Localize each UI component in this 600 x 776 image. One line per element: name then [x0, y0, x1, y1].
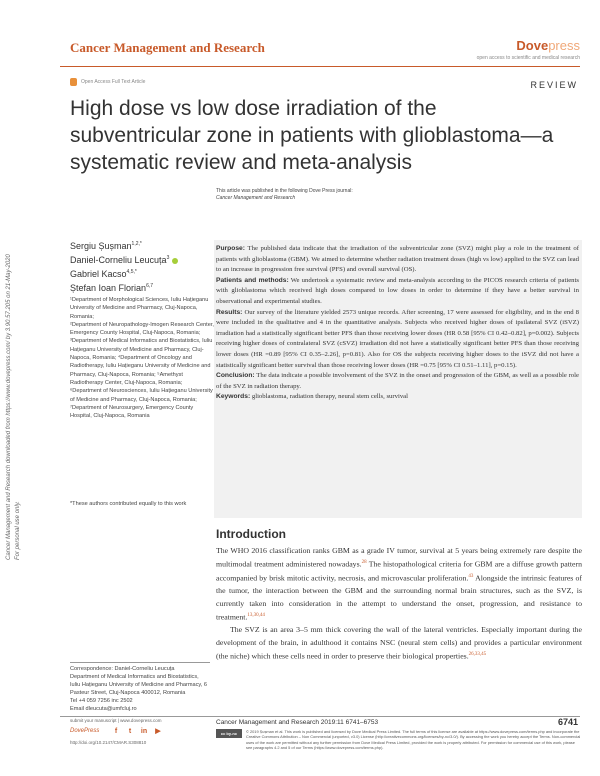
correspondence-email[interactable]: Email dleucuta@umfcluj.ro	[70, 706, 137, 712]
reference-link[interactable]: 13,30,44	[247, 613, 265, 619]
reference-link[interactable]: 28	[361, 560, 367, 566]
article-type: REVIEW	[530, 80, 578, 90]
article-title: High dose vs low dose irradiation of the subventricular zone in patients with glioblastoma—a systematic review and meta-analysis	[70, 97, 554, 174]
youtube-icon[interactable]: ▶	[155, 728, 161, 735]
affiliation: ¹Department of Morphological Sciences, Iuliu Hațieganu University of Medicine and Pharmacy, Cluj-Napoca, Romania;	[70, 297, 209, 320]
contribution-note: *These authors contributed equally to this work	[70, 501, 187, 507]
abstract	[216, 244, 579, 403]
publisher-tagline: open access to scientific and medical research	[476, 55, 580, 61]
open-access-badge	[70, 78, 145, 86]
author: Gabriel Kacso$^{4,5,*}$	[70, 269, 137, 279]
license-text: © 2019 Șușman et al. This work is published and licensed by Dove Medical Press Limited. The full terms of this license are available at https://www.dovepress.com/terms.php and incorporate the Creative Commons Attribution – Non Commercial (unported, v3.0) License (http://creativecommons.org/licenses/by-nc/3.0/). By accessing the work you hereby accept the Terms. Non-commercial uses of the work are permitted without any further permission from Dove Medical Press Limited, provided the work is properly attributed. For permission for commercial use of this work, please see paragraphs 4.2 and 5 of our Terms (https://www.dovepress.com/terms.php).	[246, 729, 581, 751]
correspondence-label: Correspondence: Daniel-Corneliu Leucuța	[70, 666, 175, 672]
side-note-line1: Cancer Management and Research downloaded from https://www.dovepress.com/ by 3.90.57.205 on 21-May-2020	[6, 254, 12, 560]
reference-link[interactable]: 43	[468, 574, 474, 580]
journal-name[interactable]: Cancer Management and Research	[70, 40, 265, 55]
correspondence	[70, 662, 210, 713]
footer-rule	[60, 716, 580, 717]
header-rule	[60, 66, 580, 67]
reference-link[interactable]: 26,33,45	[468, 652, 487, 658]
publication-note-journal: Cancer Management and Research	[216, 195, 296, 201]
author: Sergiu Șușman$^{1,2,*}$	[70, 241, 142, 251]
correspondence-phone: Tel +4 059 7256 inc 2502	[70, 698, 133, 704]
facebook-icon[interactable]: f	[114, 728, 118, 735]
author: Ștefan Ioan Florian$^{6,7}$	[70, 283, 154, 293]
doi-link[interactable]: http://doi.org/10.2147/CMAR.S308810	[70, 740, 147, 745]
abstract-methods: Patients and methods: We undertook a systematic review and meta-analysis according to the PICOS research criteria of patients with glioblastoma which received high doses compared to low doses in order to determine if they have a better survival in observational and experimental studies.	[216, 276, 579, 305]
paragraph: The SVZ is an area 3–5 mm thick covering the wall of the lateral ventricles. Especially important during the development of the brain, in adulthood it contains NSC (neural stem cells) and provides a particular environment (the niche) which these cells need in order to preserve their biological properties.$^{26,33,45}$	[216, 625, 582, 661]
side-note-line2: For personal use only.	[15, 501, 21, 560]
abstract-conclusion: Conclusion: The data indicate a possible involvement of the SVZ in the onset and progression of the GBM, as well as a possible role of the SVZ in radiation therapy.	[216, 372, 579, 390]
twitter-icon[interactable]: t	[128, 728, 132, 735]
linkedin-icon[interactable]: in	[140, 728, 148, 735]
orcid-icon[interactable]	[172, 258, 178, 264]
publication-note	[216, 188, 353, 202]
section-heading-introduction: Introduction	[216, 527, 286, 541]
abstract-results: Results: Our survey of the literature yielded 2573 unique records. After screening, 17 were assessed for eligibility, and in the end 8 were included in the qualitative and 4 in the quantitative analysis. Subjects who received higher doses of ipsilateral SVZ (iSVZ) irradiation had a statistically significant better PFS than those receiving lower doses (HR 0.58 [95% CI 0.42–0.82], p=0.002). Subjects receiving higher doses of contralateral SVZ (cSVZ) irradiation did not have a statistically significant better PFS than those receiving lower doses (HR =0.89 [95% CI 0.35–2.26], p=0.81). Also for OS the subjects receiving higher doses to the iSVZ did not have a statistically significant better survival than those receiving lower doses (HR =0.75 [95% CI 0.51–1.11], p=0.15).	[216, 308, 579, 369]
open-access-label: Open Access Full Text Article	[81, 79, 146, 85]
affiliation: ³Department of Medical Informatics and Biostatistics, Iuliu Hațieganu University of Medicine and Pharmacy, Cluj-Napoca, Romania; ⁴Department of Oncology and Radiotherapy, Iuliu Hațieganu University of Medicine and Pharmacy, Cluj-Napoca, Romania; ⁵Amethyst Radiotherapy Center, Cluj-Napoca, Romania;	[70, 338, 213, 386]
abstract-purpose: Purpose: The published data indicate that the irradiation of the subventricular zone (SVZ) might play a role in the treatment of patients with glioblastoma (GBM). We aimed to determine whether radiation treatment doses (high vs low) applied to the SVZ can lead to an increase in progression free survival (PFS) and overall survival (OS).	[216, 245, 579, 274]
affiliation: ⁶Department of Neurosciences, Iuliu Hațieganu University of Medicine and Pharmacy, Cluj-Napoca, Romania;	[70, 388, 213, 403]
open-access-icon	[70, 78, 77, 86]
correspondence-address: Department of Medical Informatics and Biostatistics, Iuliu Hațieganu University of Medicine and Pharmacy, 6 Pasteur Street, Cluj-Napoca 400012, Romania	[70, 674, 208, 696]
creative-commons-icon[interactable]: cc by-nc	[216, 729, 242, 738]
publisher-logo[interactable]	[516, 38, 580, 53]
license-block	[216, 729, 582, 751]
submit-manuscript-link[interactable]: submit your manuscript | www.dovepress.com	[70, 718, 162, 723]
abstract-keywords: Keywords: glioblastoma, radiation therapy, neural stem cells, survival	[216, 393, 408, 401]
introduction-text	[216, 545, 582, 663]
dovepress-footer-logo[interactable]: DovePress	[70, 728, 100, 734]
author: Daniel-Corneliu Leucuța$^3$	[70, 252, 210, 266]
page-number: 6741	[557, 717, 578, 727]
affiliations	[70, 296, 215, 420]
affiliation: ²Department of Neuropathology-Imogen Research Center, Emergency County Hospital, Cluj-Napoca, Romania;	[70, 321, 214, 337]
author-list	[70, 238, 210, 294]
publisher-sub: press	[548, 38, 580, 53]
publisher-main: Dove	[516, 38, 549, 53]
publication-note-line1: This article was published in the following Dove Press journal:	[216, 188, 353, 194]
paragraph: The WHO 2016 classification ranks GBM as a grade IV tumor, survival at 5 years being extremely rare despite the multimodal treatment administered nowadays.$^{28}$ The histopathological criteria for GBM are a diffuse growth pattern accompanied by brisk mitotic activity, necrosis, and microvascular proliferation.$^{43}$ Alongside the intrinsic features of the tumor, the interaction between the GBM and the surrounding normal brain structures, such as the SVZ, is currently taken into consideration in the attempt to understand the onset, progression, and resistance to treatment.$^{13,30,44}$	[216, 546, 583, 622]
social-links	[112, 728, 162, 736]
side-download-note	[6, 140, 42, 560]
journal-citation: Cancer Management and Research 2019:11 6741–6753	[216, 719, 379, 726]
affiliation: ⁷Department of Neurosurgery, Emergency County Hospital, Cluj-Napoca, Romania	[70, 404, 194, 420]
